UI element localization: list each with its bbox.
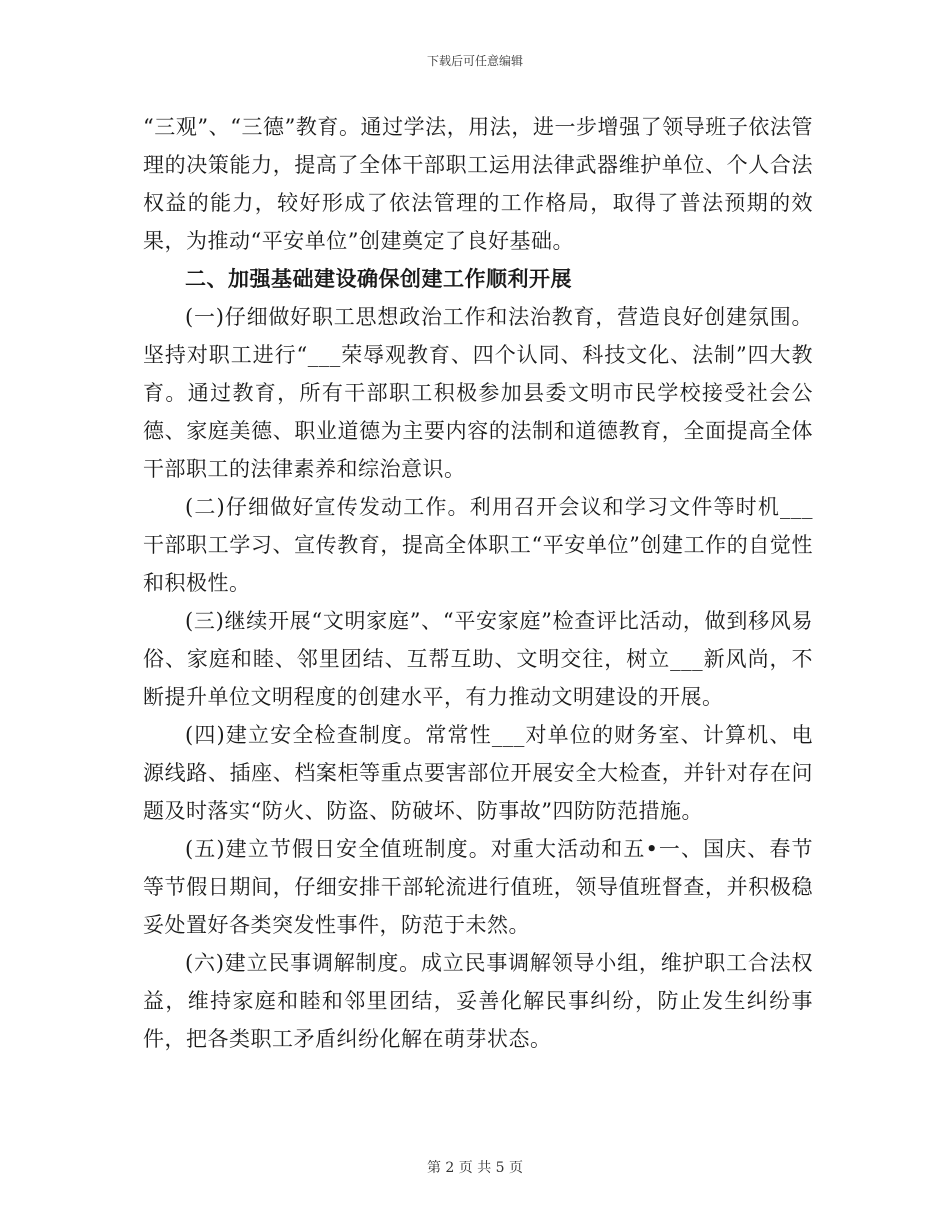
paragraph-item-1: (一)仔细做好职工思想政治工作和法治教育，营造良好创建氛围。坚持对职工进行“___荣辱观教育、四个认同、科技文化、法制”四大教育。通过教育，所有干部职工积极参加县委文明市民学校接受社会公德、家庭美德、职业道德为主要内容的法制和道德教育，全面提高全体干部职工的法律素养和综治意识。	[143, 305, 813, 481]
paragraph-item-2: (二)仔细做好宣传发动工作。利用召开会议和学习文件等时机___干部职工学习、宣传教育，提高全体职工“平安单位”创建工作的自觉性和积极性。	[143, 495, 813, 595]
document-body	[143, 108, 813, 1058]
paragraph-item-5: (五)建立节假日安全值班制度。对重大活动和五•一、国庆、春节等节假日期间，仔细安排干部轮流进行值班，领导值班督查，并积极稳妥处置好各类突发性事件，防范于未然。	[143, 837, 813, 937]
paragraph-intro: “三观”、“三德”教育。通过学法，用法，进一步增强了领导班子依法管理的决策能力，提高了全体干部职工运用法律武器维护单位、个人合法权益的能力，较好形成了依法管理的工作格局，取得了普法预期的效果，为推动“平安单位”创建奠定了良好基础。	[143, 115, 813, 253]
section-heading: 二、加强基础建设确保创建工作顺利开展	[185, 266, 572, 291]
paragraph-item-6: (六)建立民事调解制度。成立民事调解领导小组，维护职工合法权益，维持家庭和睦和邻里团结，妥善化解民事纠纷，防止发生纠纷事件，把各类职工矛盾纠纷化解在萌芽状态。	[143, 951, 813, 1051]
page-footer: 第 2 页 共 5 页	[426, 1160, 524, 1176]
paragraph-item-3: (三)继续开展“文明家庭”、“平安家庭”检查评比活动，做到移风易俗、家庭和睦、邻里团结、互帮互助、文明交往，树立___新风尚，不断提升单位文明程度的创建水平，有力推动文明建设的开展。	[143, 609, 813, 709]
page-header: 下载后可任意编辑	[426, 54, 523, 68]
paragraph-item-4: (四)建立安全检查制度。常常性___对单位的财务室、计算机、电源线路、插座、档案柜等重点要害部位开展安全大检查，并针对存在问题及时落实“防火、防盗、防破坏、防事故”四防防范措施。	[143, 723, 813, 823]
